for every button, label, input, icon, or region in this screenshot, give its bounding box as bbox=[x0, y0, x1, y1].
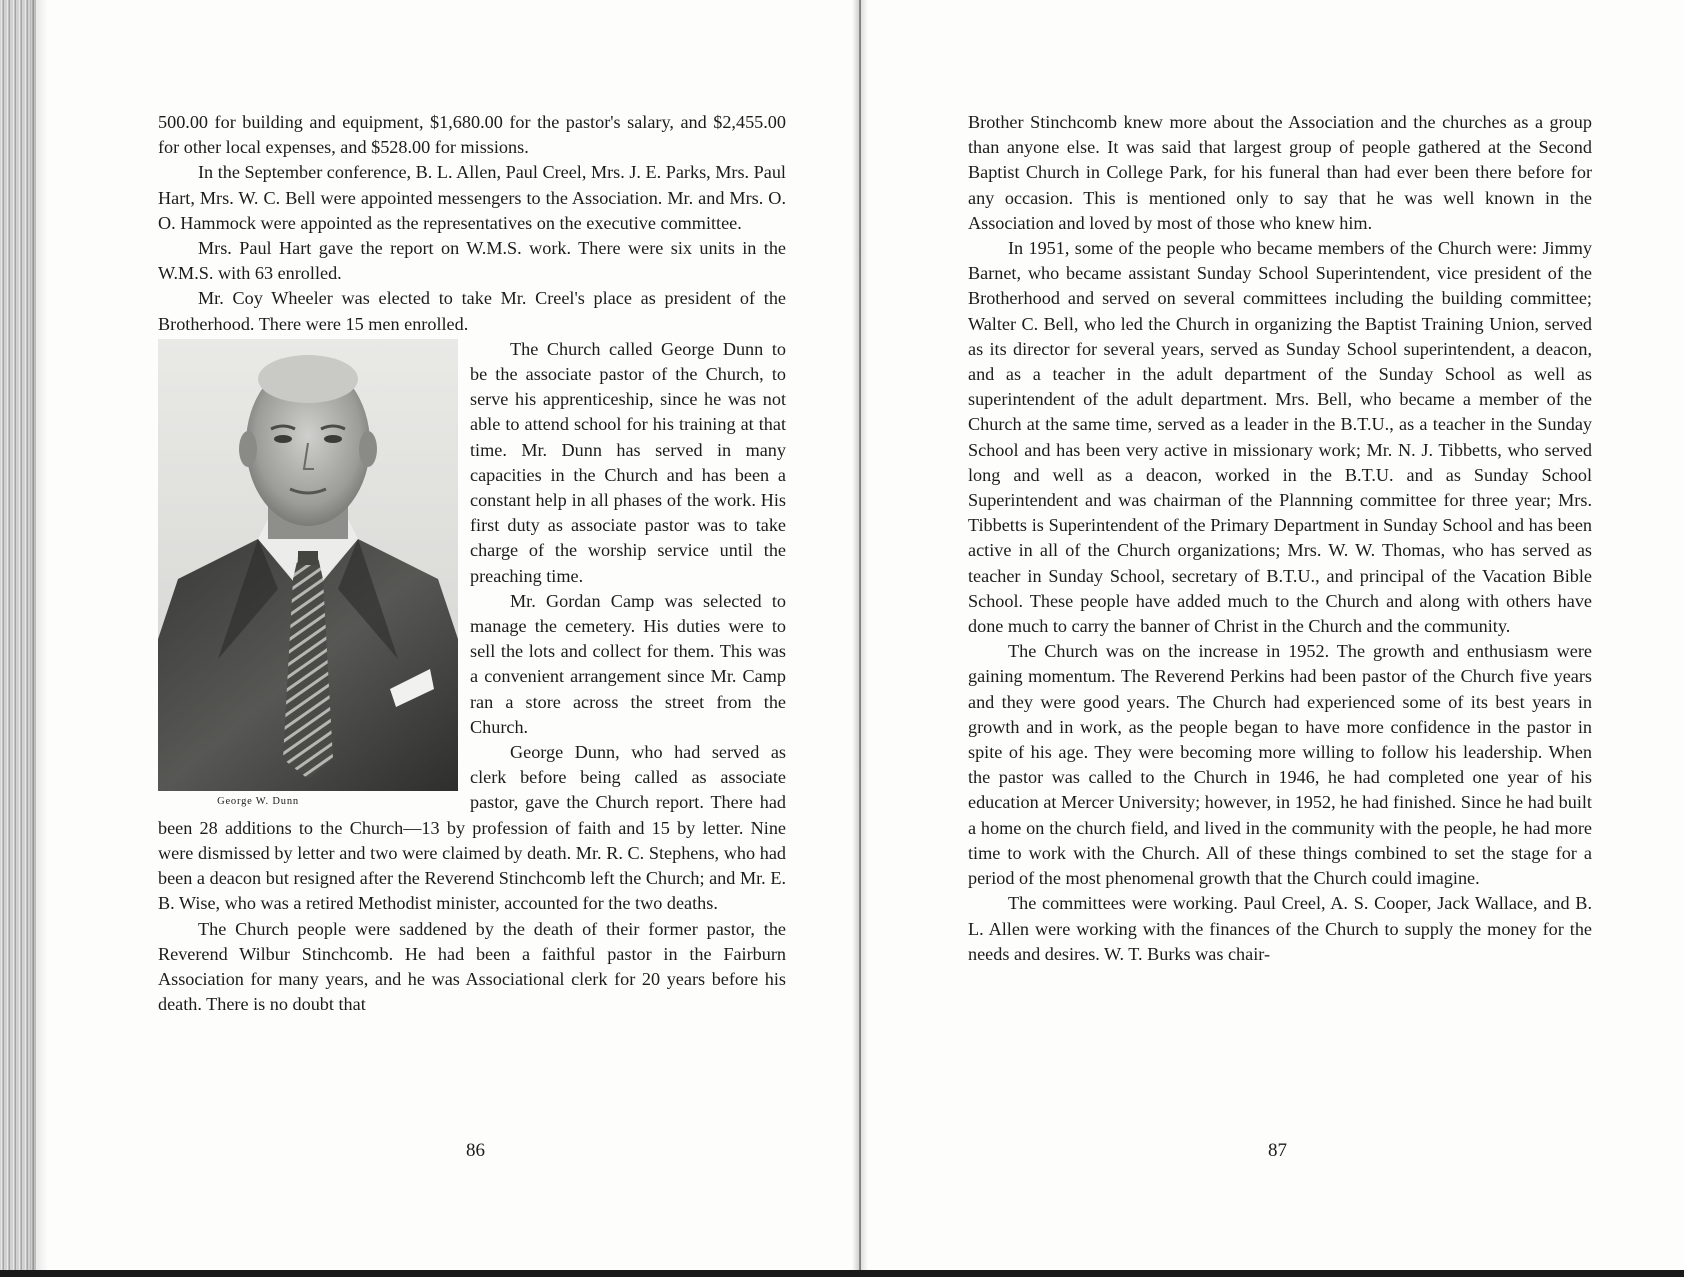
scan-bottom-edge bbox=[0, 1270, 1684, 1277]
paragraph: The committees were working. Paul Creel, A. S. Cooper, Jack Wallace, and B. L. Allen were working with the finances of the Church to supply the money for the needs and desires. W. T. Burks was chair- bbox=[968, 893, 1592, 964]
paragraph: Brother Stinchcomb knew more about the Association and the churches as a group than anyone else. It was said that largest group of people gathered at the Second Baptist Church in College Park, for his funeral than had ever been there before for any occasion. This is mentioned only to say that he was well known in the Association and loved by most of those who knew him. bbox=[968, 112, 1592, 233]
left-page bbox=[158, 110, 786, 1017]
right-page bbox=[968, 110, 1592, 967]
photo-caption: George W. Dunn bbox=[217, 795, 299, 807]
paragraph: In 1951, some of the people who became members of the Church were: Jimmy Barnet, who became assistant Sunday School Superintendent, vice president of the Brotherhood and served on several committees including the building committee; Walter C. Bell, who led the Church in organizing the Baptist Training Union, served as its director for several years, served as Sunday School superintendent, a deacon, and as a teacher in the adult department of the Sunday School as well as superintendent of the adult department. Mrs. Bell, who became a member of the Church at the same time, served as a leader in the B.T.U., as a teacher in the Sunday School and has been very active in missionary work; Mr. N. J. Tibbetts, who served long and well as a deacon, worked in the B.T.U. and as Sunday School Superintendent and was chairman of the Plannning committee for three year; Mrs. Tibbetts is Superintendent of the Primary Department in Sunday School and has been active in all of the Church organizations; Mrs. W. W. Thomas, who has served as teacher in Sunday School, secretary of B.T.U., and principal of the Vacation Bible School. These people have added much to the Church and along with others have done much to carry the banner of Christ in the Church and the community. bbox=[968, 238, 1592, 637]
paragraph: In the September conference, B. L. Allen, Paul Creel, Mrs. J. E. Parks, Mrs. Paul Hart, Mrs. W. C. Bell were appointed messengers to the Association. Mr. and Mrs. O. O. Hammock were appointed as the representatives on the executive committee. bbox=[158, 162, 786, 233]
paragraph: George Dunn, who had served as clerk before being called as associate pastor, gave the Church report. There had been 28 additions to the Church—13 by profession of faith and 15 by letter. Nine were dismissed by letter and two were claimed by death. Mr. R. C. Stephens, who had been a deacon but resigned after the Reverend Stinchcomb left the Church; and Mr. E. B. Wise, who was a retired Methodist minister, accounted for the two deaths. bbox=[158, 742, 786, 914]
photo-block bbox=[158, 339, 458, 809]
paragraph: The Church people were saddened by the death of their former pastor, the Reverend Wilbur Stinchcomb. He had been a faithful pastor in the Fairburn Association for many years, and he was Associational clerk for 20 years before his death. There is no doubt that bbox=[158, 918, 786, 1015]
portrait-photo bbox=[158, 339, 458, 791]
paragraph: 500.00 for building and equipment, $1,680.00 for the pastor's salary, and $2,455.00 for other local expenses, and $528.00 for missions. bbox=[158, 112, 786, 158]
book-gutter bbox=[852, 0, 868, 1277]
paragraph: The Church called George Dunn to be the associate pastor of the Church, to serve his apprenticeship, since he was not able to attend school for his training at that time. Mr. Dunn has served in many capacities in the Church and has been a constant help in all phases of the work. His first duty as associate pastor was to take charge of the worship service until the preaching time. bbox=[470, 338, 786, 586]
paragraph: The Church was on the increase in 1952. The growth and enthusiasm were gaining momentum. The Reverend Perkins had been pastor of the Church five years and they were good years. The Church had experienced some of its best years in growth and in work, as the people began to have more confidence in the pastor in spite of his age. They were becoming more willing to follow his leadership. When the pastor was called to the Church in 1946, he had completed one year of his education at Mercer University; however, in 1952, he had finished. Since he had built a home on the church field, and lived in the community with the people, he had more time to work with the Church. All of these things combined to set the stage for a period of the most phenomenal growth that the Church could imagine. bbox=[968, 641, 1592, 889]
page-number-left: 86 bbox=[466, 1140, 485, 1161]
edge-shadow bbox=[30, 0, 48, 1277]
paragraph: Mrs. Paul Hart gave the report on W.M.S. work. There were six units in the W.M.S. with 63 enrolled. bbox=[158, 238, 786, 284]
paragraph: Mr. Gordan Camp was selected to manage the cemetery. His duties were to sell the lots and collect for them. This was a convenient arrangement since Mr. Camp ran a store across the street from the Church. bbox=[470, 590, 786, 737]
page-number-right: 87 bbox=[1268, 1140, 1287, 1161]
paragraph: Mr. Coy Wheeler was elected to take Mr. Creel's place as president of the Brotherhood. There were 15 men enrolled. bbox=[158, 288, 786, 334]
